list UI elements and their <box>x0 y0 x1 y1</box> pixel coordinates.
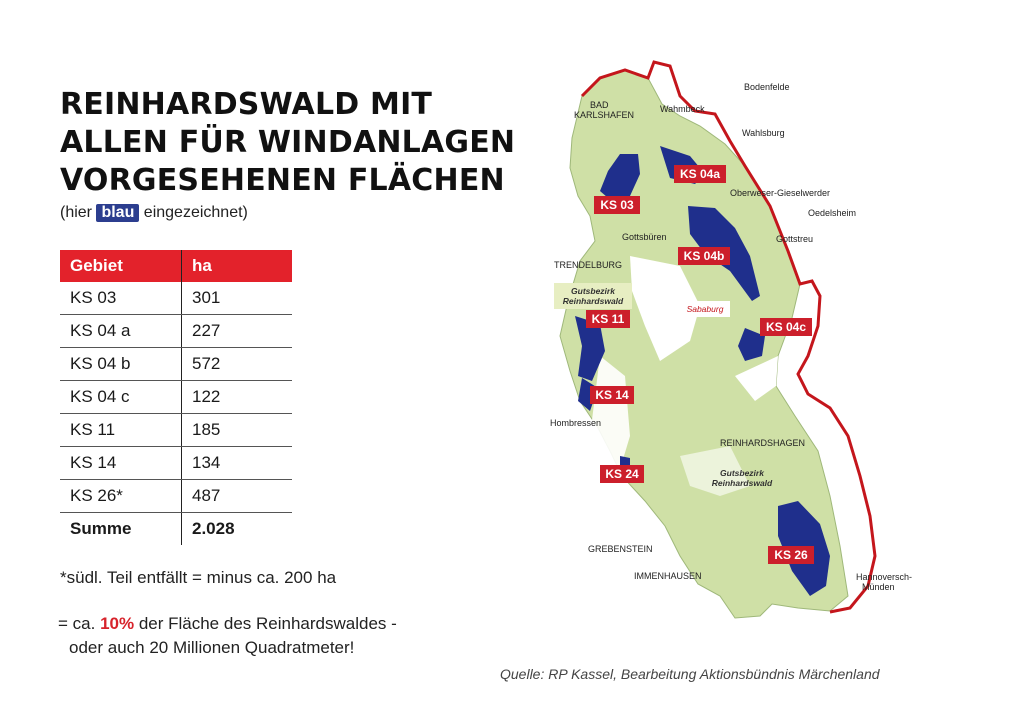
cell-gebiet: KS 04 b <box>60 348 182 381</box>
place-hann-1: Hannoversch- <box>856 572 913 582</box>
place-oedelsheim: Oedelsheim <box>808 208 857 218</box>
header-gebiet: Gebiet <box>60 250 182 282</box>
svg-text:KS 04c: KS 04c <box>765 320 807 334</box>
page-title <box>60 86 520 200</box>
title-line-2: ALLEN FÜR WINDANLAGEN <box>60 125 516 160</box>
pct-prefix: = ca. <box>58 614 101 633</box>
area-table <box>60 250 292 545</box>
cell-ha: 487 <box>182 480 293 513</box>
place-bodenfelde: Bodenfelde <box>744 82 790 92</box>
place-grebenstein: GREBENSTEIN <box>588 544 653 554</box>
pct-suffix: der Fläche des Reinhardswaldes - <box>134 614 397 633</box>
svg-text:KS 14: KS 14 <box>595 388 629 402</box>
title-line-1: REINHARDSWALD MIT <box>60 87 433 122</box>
subtitle <box>60 204 248 222</box>
place-gottstreu: Gottstreu <box>776 234 814 244</box>
place-gutsbezirk-2b: Reinhardswald <box>711 478 773 488</box>
title-line-3: VORGESEHENEN FLÄCHEN <box>60 163 505 198</box>
table-row <box>60 348 292 381</box>
header-ha: ha <box>182 250 293 282</box>
table-row <box>60 381 292 414</box>
table-row <box>60 414 292 447</box>
blau-highlight: blau <box>96 204 139 222</box>
reinhardswald-map <box>530 56 930 661</box>
footnote: *südl. Teil entfällt = minus ca. 200 ha <box>60 568 337 587</box>
label-ks04a <box>674 165 726 183</box>
percentage-note <box>58 612 397 660</box>
label-ks24 <box>600 465 644 483</box>
place-oberweser: Oberweser-Gieselwerder <box>730 188 831 198</box>
place-bad: BAD <box>590 100 609 110</box>
label-ks26 <box>768 546 814 564</box>
table-row <box>60 447 292 480</box>
cell-gebiet: KS 04 c <box>60 381 182 414</box>
svg-text:KS 26: KS 26 <box>774 548 808 562</box>
label-ks11 <box>586 310 630 328</box>
place-immenhausen: IMMENHAUSEN <box>634 571 702 581</box>
place-hombressen: Hombressen <box>550 418 602 428</box>
cell-gebiet: KS 26* <box>60 480 182 513</box>
source-credit: Quelle: RP Kassel, Bearbeitung Aktionsbündnis Märchenland <box>500 666 880 682</box>
svg-text:KS 24: KS 24 <box>605 467 639 481</box>
place-reinhardshagen: REINHARDSHAGEN <box>720 438 806 448</box>
place-gottsbueren: Gottsbüren <box>622 232 667 242</box>
label-ks14 <box>590 386 634 404</box>
label-ks04b <box>678 247 730 265</box>
sum-label: Summe <box>70 519 132 538</box>
place-sababurg: Sababurg <box>686 304 724 314</box>
place-wahlsburg: Wahlsburg <box>742 128 785 138</box>
place-gutsbezirk-1b: Reinhardswald <box>562 296 624 306</box>
table-row <box>60 282 292 315</box>
place-gutsbezirk-2a: Gutsbezirk <box>720 468 764 478</box>
cell-gebiet: KS 14 <box>60 447 182 480</box>
cell-ha: 185 <box>182 414 293 447</box>
cell-ha: 301 <box>182 282 293 315</box>
subtitle-prefix: (hier <box>60 204 97 221</box>
svg-text:KS 04a: KS 04a <box>679 167 721 181</box>
place-trendelburg: TRENDELBURG <box>554 260 623 270</box>
table-header-row <box>60 250 292 282</box>
svg-text:KS 11: KS 11 <box>591 312 625 326</box>
svg-text:KS 04b: KS 04b <box>683 249 725 263</box>
sum-row <box>60 513 292 546</box>
cell-gebiet: KS 03 <box>60 282 182 315</box>
cell-gebiet: KS 11 <box>60 414 182 447</box>
cell-gebiet: KS 04 a <box>60 315 182 348</box>
cell-ha: 122 <box>182 381 293 414</box>
subtitle-suffix: eingezeichnet) <box>139 204 248 221</box>
svg-text:KS 03: KS 03 <box>600 198 634 212</box>
place-karlshafen: KARLSHAFEN <box>574 110 635 120</box>
pct-line-2: oder auch 20 Millionen Quadratmeter! <box>69 638 355 657</box>
label-ks03 <box>594 196 640 214</box>
table-row <box>60 480 292 513</box>
map-svg <box>530 56 930 656</box>
table-row <box>60 315 292 348</box>
cell-ha: 227 <box>182 315 293 348</box>
place-wahmbeck: Wahmbeck <box>660 104 705 114</box>
label-ks04c <box>760 318 812 336</box>
pct-value: 10% <box>100 614 135 633</box>
sum-value: 2.028 <box>182 513 293 546</box>
cell-ha: 572 <box>182 348 293 381</box>
cell-ha: 134 <box>182 447 293 480</box>
place-gutsbezirk-1a: Gutsbezirk <box>571 286 615 296</box>
place-hann-2: Münden <box>862 582 895 592</box>
